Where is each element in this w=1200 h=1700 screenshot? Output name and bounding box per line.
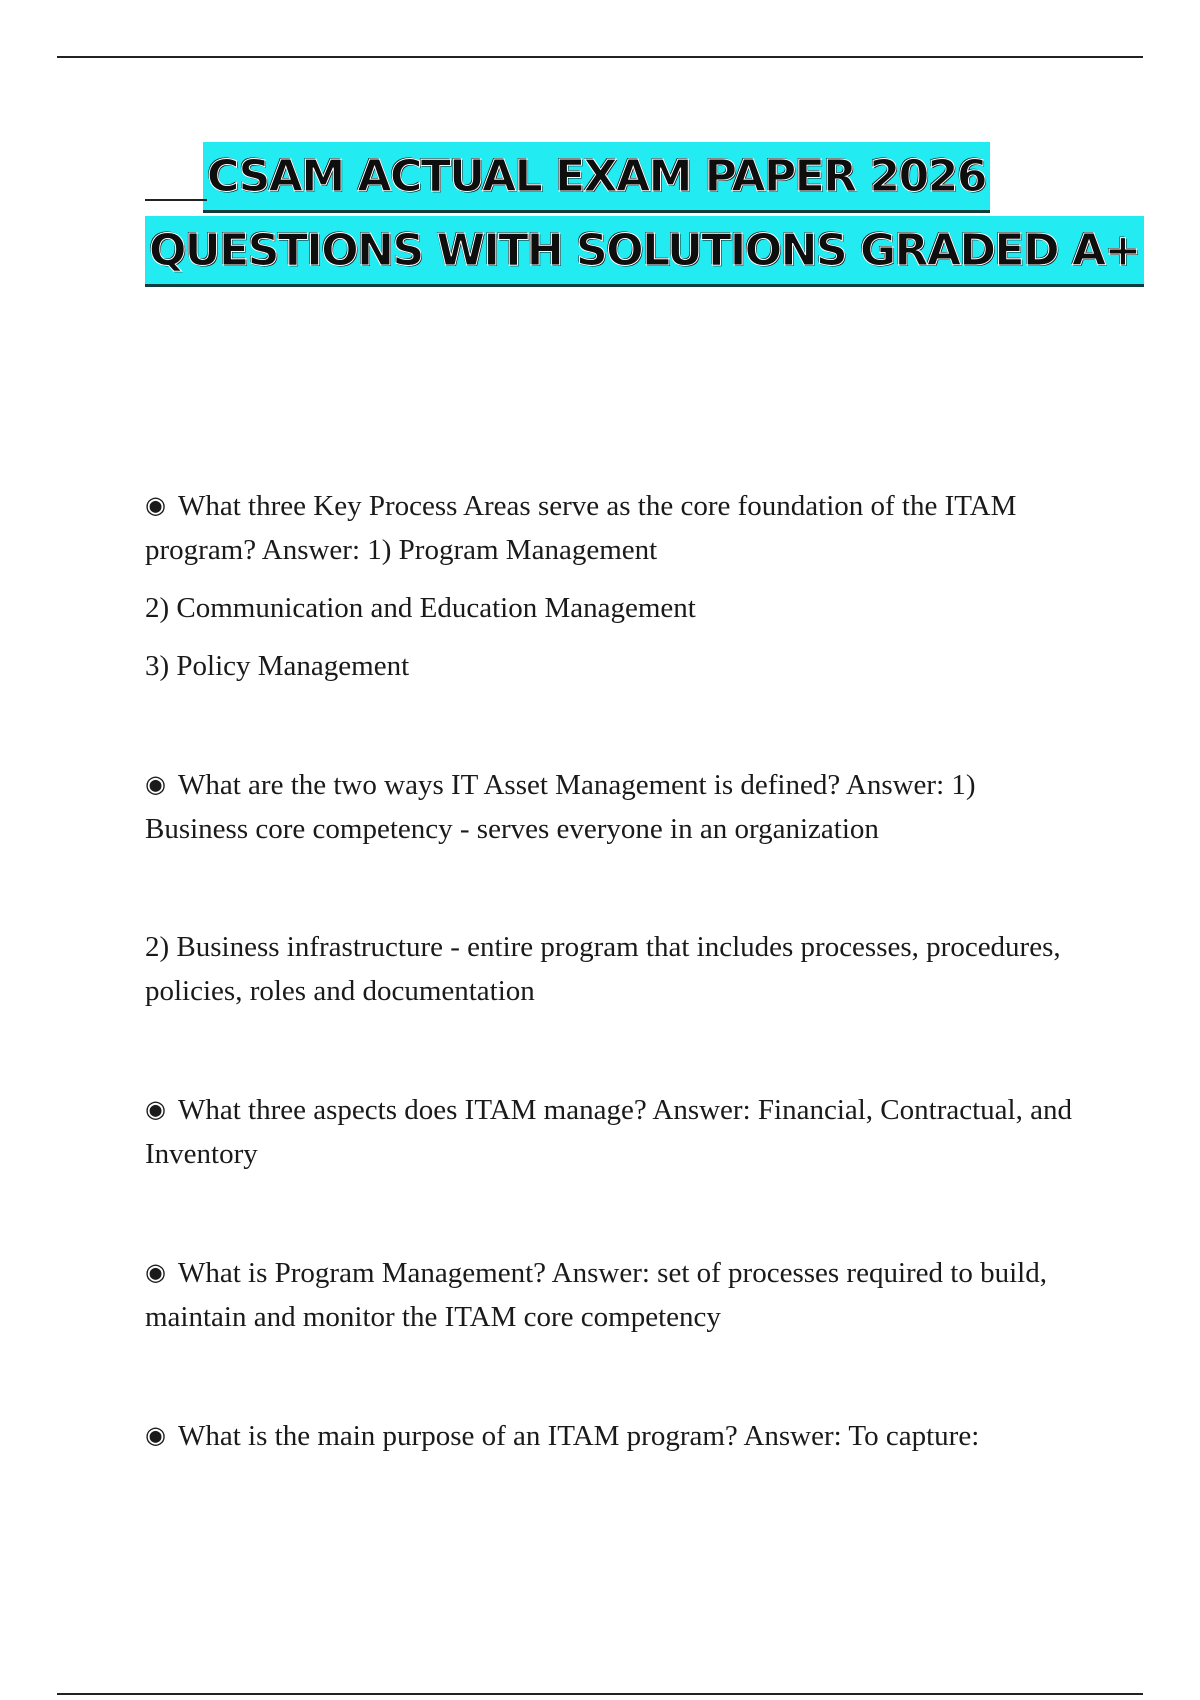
title-line-2 <box>145 216 1145 290</box>
bullet-icon: ◉ <box>145 1421 166 1449</box>
question-body: What three aspects does ITAM manage? Answer: Financial, Contractual, and Inventory <box>145 1094 1072 1170</box>
title-line-1 <box>145 142 1145 216</box>
answer-line: 2) Business infrastructure - entire program that includes processes, procedures, policies, roles and documentation <box>145 931 1061 1007</box>
question-text <box>145 1087 1085 1176</box>
qa-item <box>145 1413 1085 1458</box>
question-text <box>145 1413 1085 1458</box>
qa-item <box>145 1250 1085 1339</box>
footer-rule <box>57 1693 1143 1695</box>
title-text-1: CSAM ACTUAL EXAM PAPER 2026 <box>203 142 990 213</box>
qa-item <box>145 483 1085 688</box>
title-text-2: QUESTIONS WITH SOLUTIONS GRADED A+ <box>145 216 1144 287</box>
bullet-icon: ◉ <box>145 491 166 519</box>
document-title <box>145 142 1145 290</box>
answer-line: 3) Policy Management <box>145 650 410 682</box>
question-body: What three Key Process Areas serve as the core foundation of the ITAM program? Answer: 1) Program Management <box>145 490 1017 566</box>
header-rule <box>57 56 1143 58</box>
answer-line: 2) Communication and Education Management <box>145 592 696 624</box>
qa-item <box>145 762 1085 1013</box>
qa-item <box>145 1087 1085 1176</box>
bullet-icon: ◉ <box>145 1095 166 1123</box>
bullet-icon: ◉ <box>145 1258 166 1286</box>
bullet-icon: ◉ <box>145 770 166 798</box>
question-text <box>145 762 1085 851</box>
question-body: What are the two ways IT Asset Management is defined? Answer: 1) Business core competency - serves everyone in an organization <box>145 769 976 845</box>
question-body: What is the main purpose of an ITAM program? Answer: To capture: <box>178 1420 980 1452</box>
qa-list <box>145 483 1085 1458</box>
question-text <box>145 1250 1085 1339</box>
question-text <box>145 483 1085 572</box>
question-body: What is Program Management? Answer: set of processes required to build, maintain and monitor the ITAM core competency <box>145 1257 1047 1333</box>
